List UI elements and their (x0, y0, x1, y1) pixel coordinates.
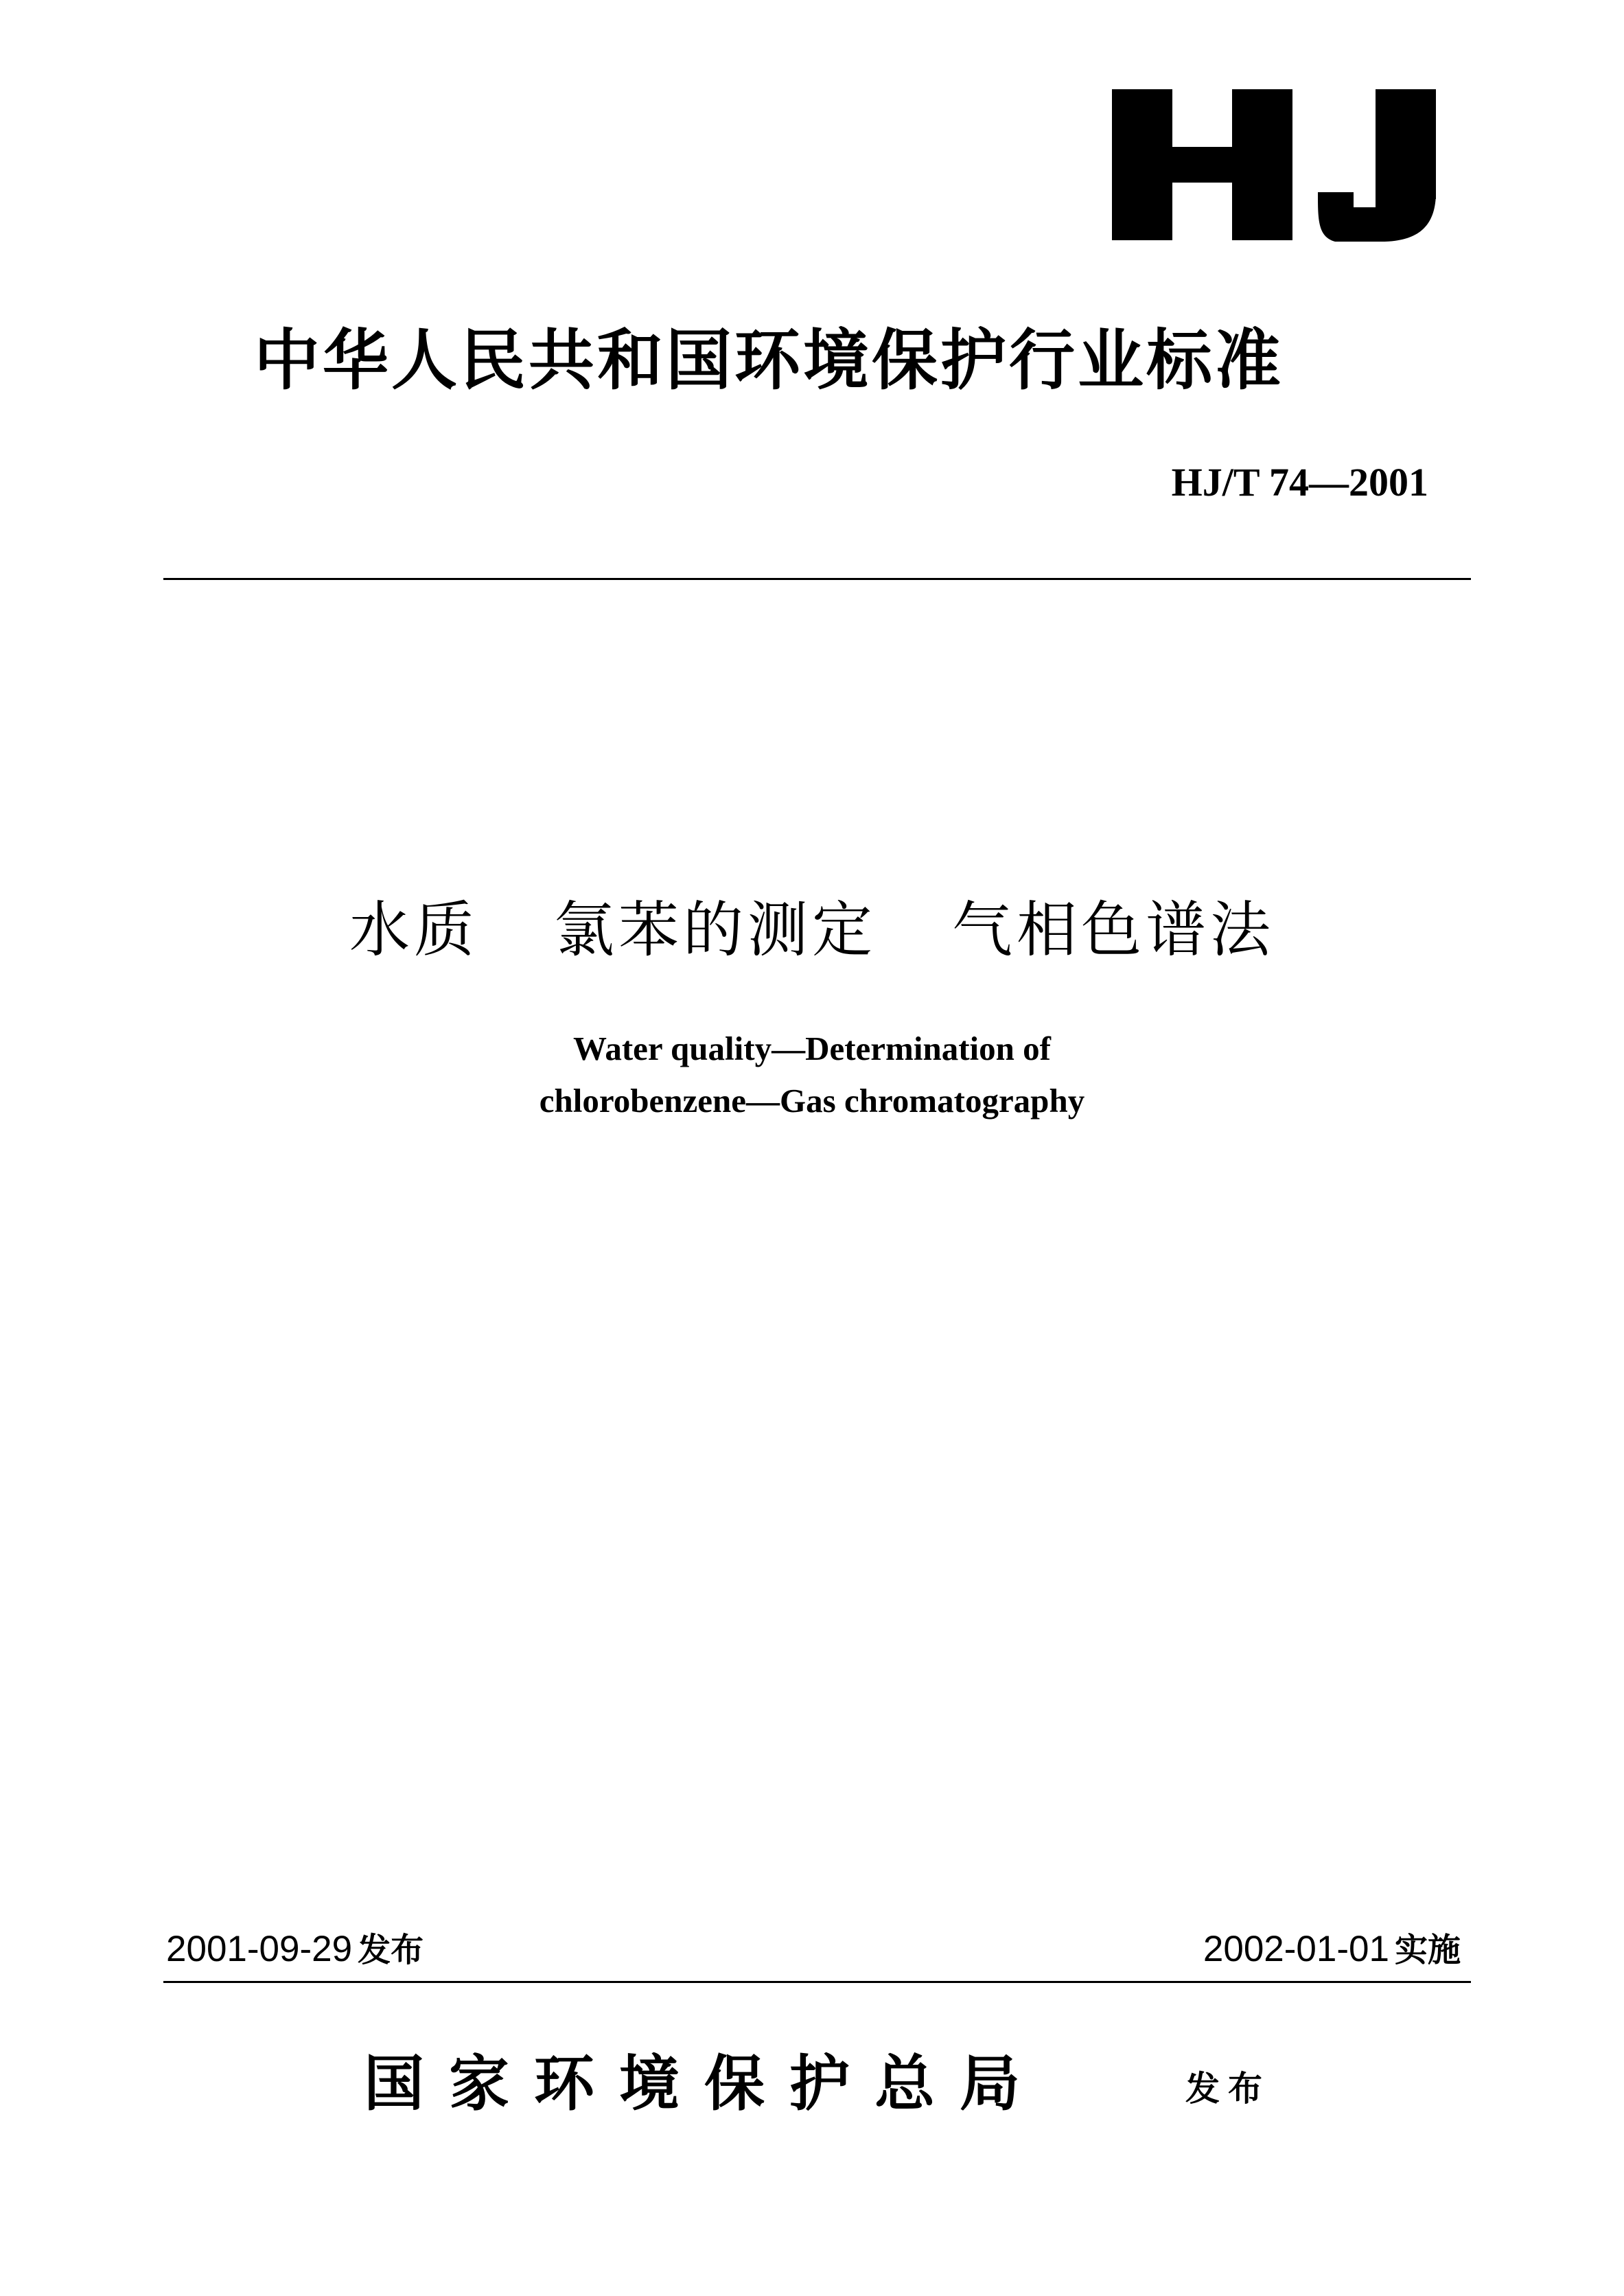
chinese-title (0, 892, 1624, 968)
issue-date (166, 1925, 424, 1974)
chinese-title-part-3: 气相色谱法 (952, 894, 1275, 965)
implementation-date (1203, 1925, 1461, 1974)
chinese-title-part-2: 氯苯的测定 (553, 894, 877, 965)
publisher-name: 国家环境保护总局 (364, 2048, 1045, 2119)
implementation-date-value: 2002-01-01 (1203, 1929, 1389, 1969)
standard-number: HJ/T 74—2001 (1171, 460, 1428, 505)
issue-date-value: 2001-09-29 (166, 1929, 353, 1969)
implementation-date-label: 实施 (1394, 1931, 1461, 1969)
header-divider (163, 578, 1471, 580)
publisher-suffix: 发布 (1185, 2069, 1271, 2109)
english-title-line-2: chlorobenzene—Gas chromatography (539, 1082, 1085, 1120)
chinese-title-part-1: 水质 (349, 894, 478, 965)
standard-category-title: 中华人民共和国环境保护行业标准 (254, 321, 1284, 399)
issue-date-label: 发布 (358, 1931, 424, 1969)
english-title-line-1: Water quality—Determination of (573, 1030, 1051, 1067)
footer-divider (163, 1981, 1471, 1983)
english-title (0, 1023, 1624, 1127)
hj-logo (1112, 89, 1441, 247)
